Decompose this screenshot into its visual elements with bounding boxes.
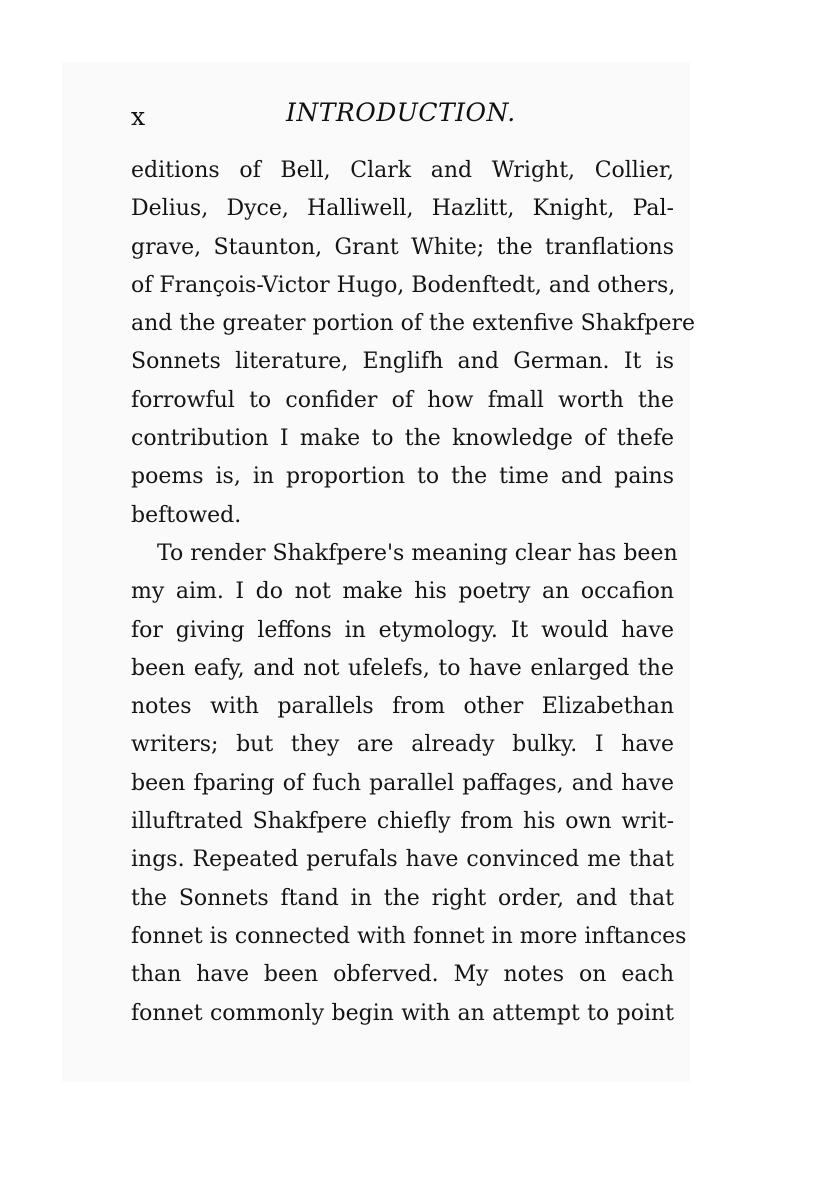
text-line: ings. Repeated perufals have convinced me that <box>131 847 674 873</box>
text-line: of François-Victor Hugo, Bodenftedt, and others, <box>131 272 676 298</box>
text-line: illuftrated Shakfpere chiefly from his own writ- <box>131 809 674 835</box>
text-line: contribution I make to the knowledge of thefe <box>131 426 674 452</box>
page-header <box>131 98 679 138</box>
text-line: been fparing of fuch parallel paffages, and have <box>131 770 674 796</box>
page-number: x <box>131 102 146 131</box>
text-line: Sonnets literature, Englifh and German. It is <box>131 349 674 375</box>
text-line: my aim. I do not make his poetry an occafion <box>131 579 674 605</box>
text-line: fonnet commonly begin with an attempt to point <box>131 1000 674 1026</box>
text-line: notes with parallels from other Elizabethan <box>131 694 674 720</box>
text-line: writers; but they are already bulky. I have <box>131 732 674 758</box>
running-title: INTRODUCTION. <box>286 98 516 127</box>
body-text <box>131 152 696 1033</box>
text-line: forrowful to confider of how fmall worth the <box>131 387 674 413</box>
text-line: beftowed. <box>131 502 242 528</box>
text-line: Delius, Dyce, Halliwell, Hazlitt, Knight, Pal- <box>131 196 674 222</box>
text-line: than have been obferved. My notes on each <box>131 962 674 988</box>
text-line: fonnet is connected with fonnet in more inftances <box>131 923 687 949</box>
text-line: poems is, in proportion to the time and pains <box>131 464 674 490</box>
text-line: the Sonnets ftand in the right order, and that <box>131 885 674 911</box>
text-line: and the greater portion of the extenfive Shakfpere <box>131 311 696 337</box>
text-line: To render Shakfpere's meaning clear has been <box>157 540 678 566</box>
text-line: been eafy, and not ufelefs, to have enlarged the <box>131 655 674 681</box>
text-line: for giving leffons in etymology. It would have <box>131 617 674 643</box>
text-line: grave, Staunton, Grant White; the tranflations <box>131 234 674 260</box>
text-line: editions of Bell, Clark and Wright, Collier, <box>131 158 674 183</box>
